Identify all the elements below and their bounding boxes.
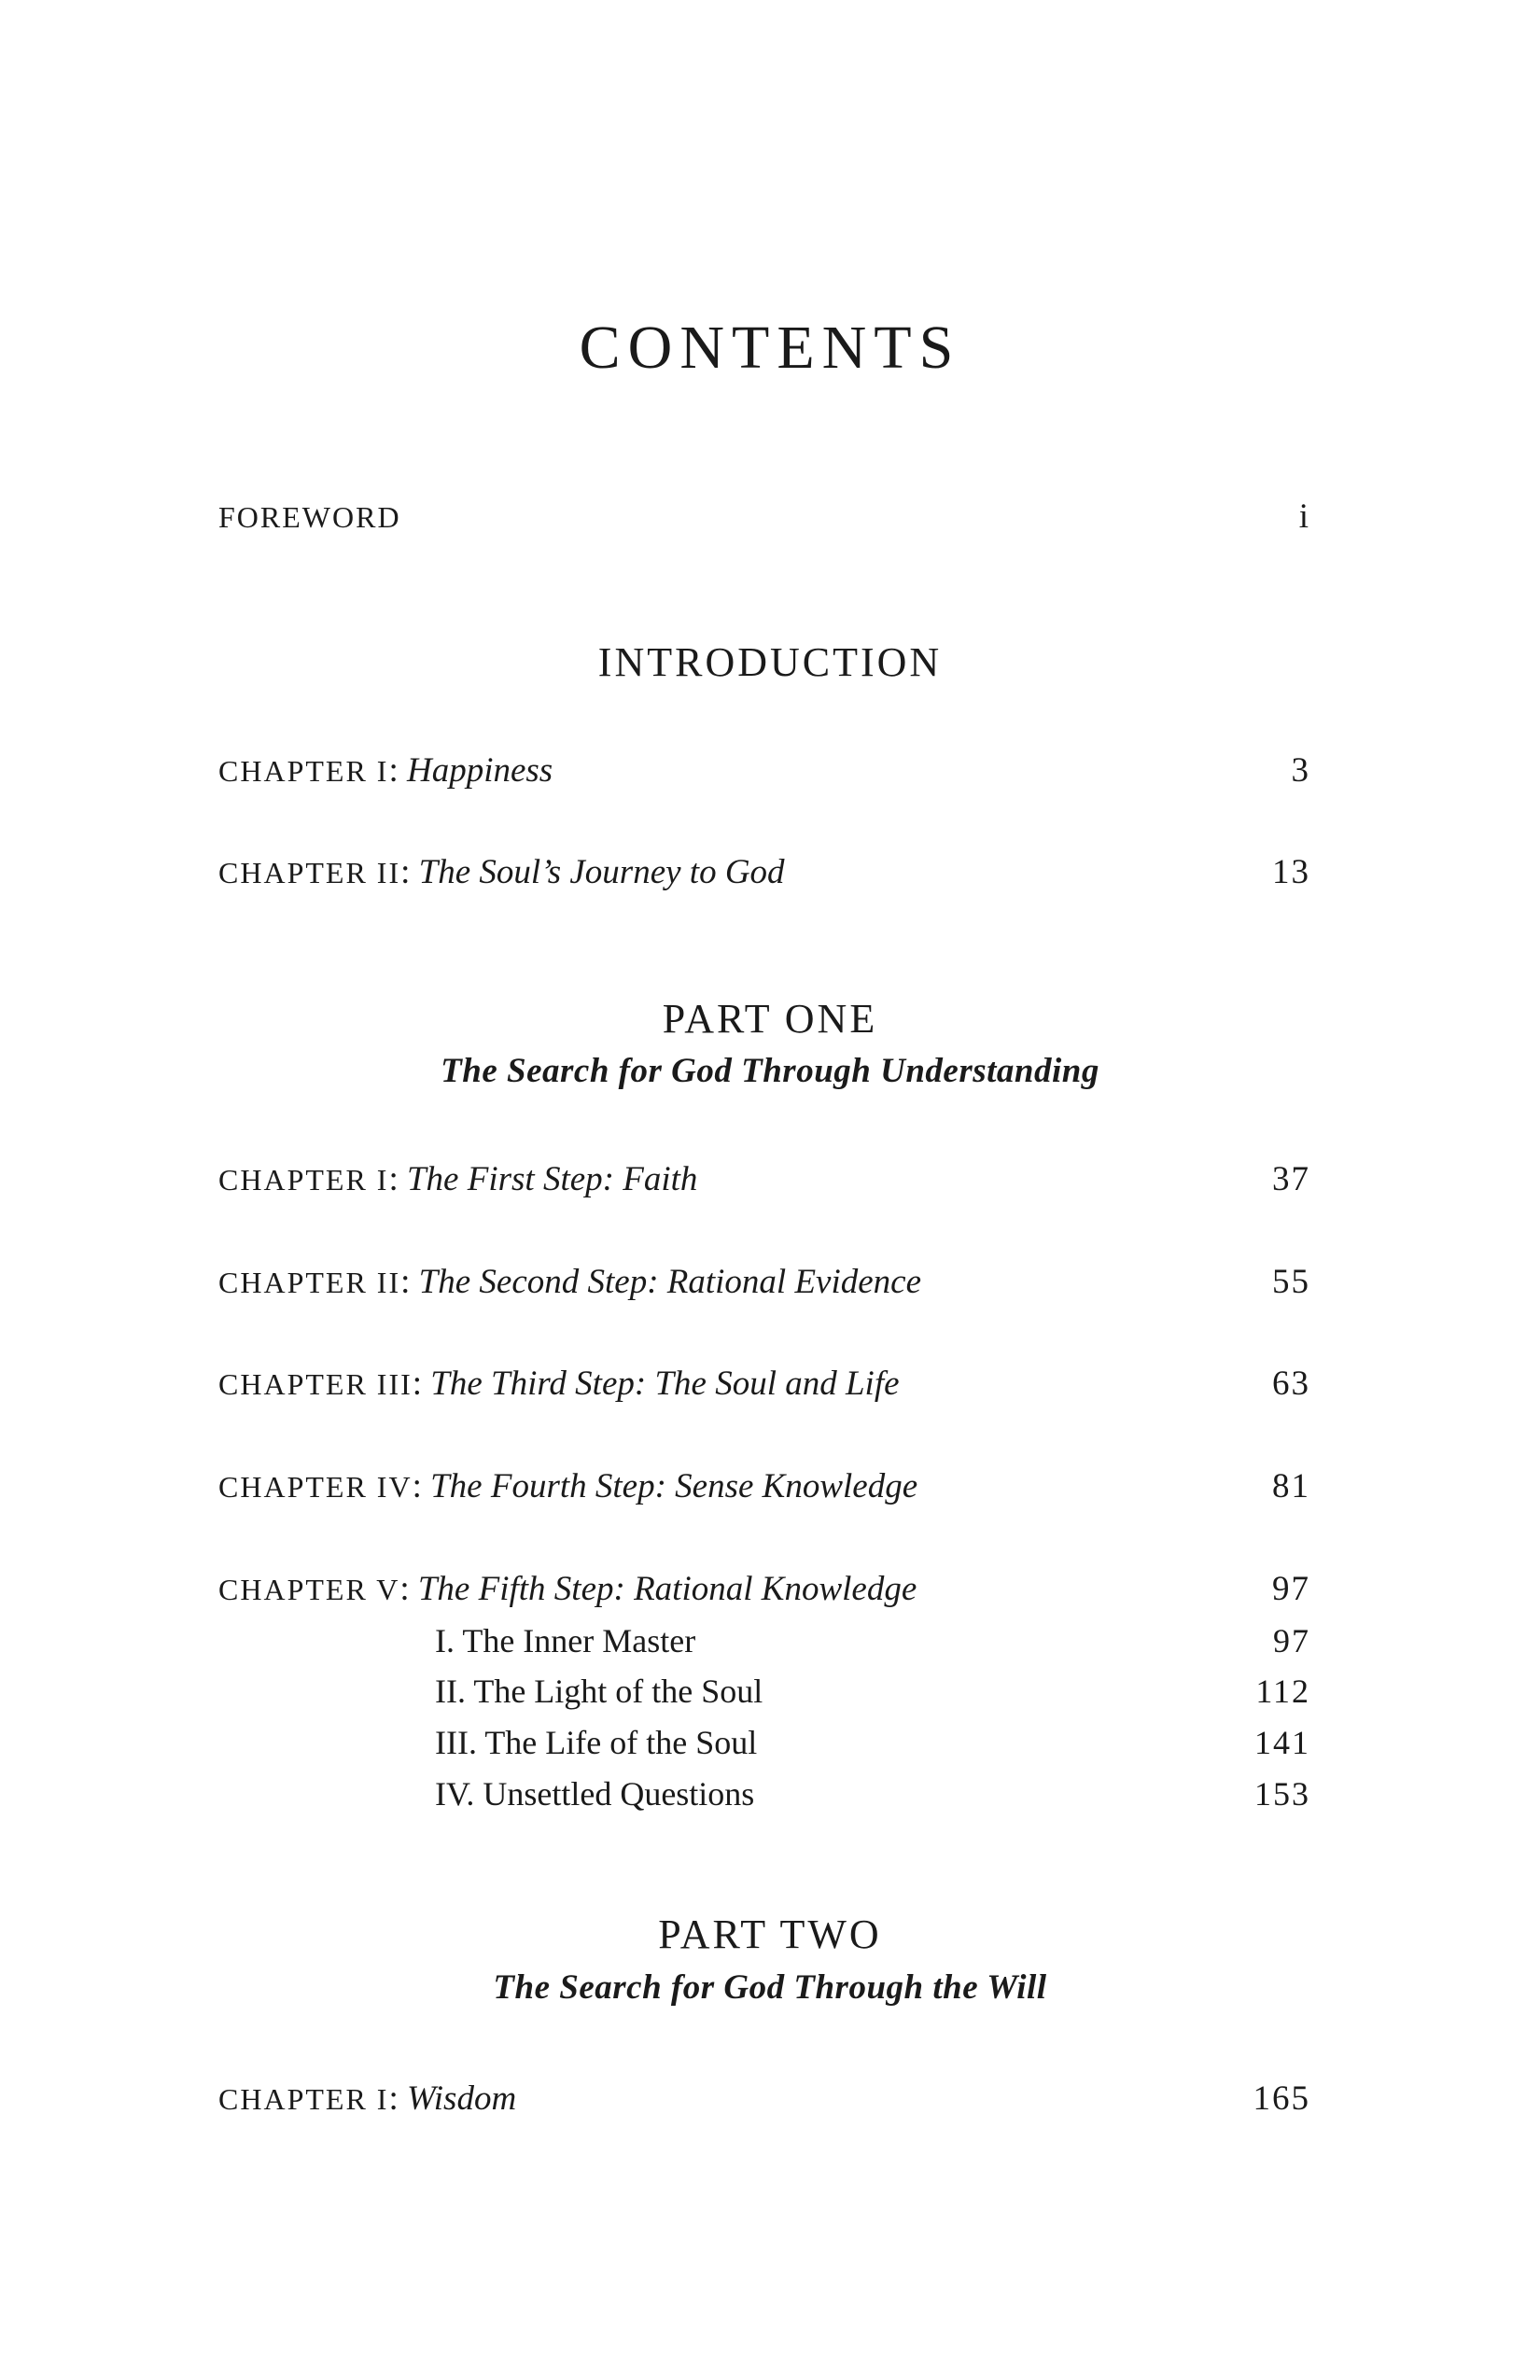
subentry-title: I. The Inner Master <box>435 1622 696 1659</box>
chapter-colon: : <box>388 2079 399 2118</box>
chapter-colon: : <box>412 1365 423 1403</box>
page-number: 55 <box>1272 1263 1310 1301</box>
toc-entry[interactable] <box>218 1153 1310 1199</box>
chapter-colon: : <box>400 1263 411 1301</box>
chapter-title: The Third Step: The Soul and Life <box>430 1365 900 1403</box>
chapter-label: CHAPTER V <box>218 1573 400 1606</box>
page-title: CONTENTS <box>579 314 961 382</box>
chapter-title: The First Step: Faith <box>406 1160 698 1198</box>
page-number: 141 <box>1254 1724 1310 1761</box>
chapter-label: CHAPTER I <box>218 754 389 788</box>
chapter-label: CHAPTER II <box>218 1266 401 1299</box>
chapter-colon: : <box>388 1160 399 1198</box>
subentry-title: IV. Unsettled Questions <box>435 1775 755 1813</box>
subentry-title: II. The Light of the Soul <box>435 1673 763 1710</box>
page-number: 97 <box>1273 1622 1310 1659</box>
chapter-colon: : <box>388 751 399 790</box>
subentry-title: III. The Life of the Soul <box>435 1724 758 1761</box>
toc-entry[interactable] <box>218 1255 1310 1302</box>
toc-subentry[interactable] <box>435 1767 1310 1813</box>
section-heading-part-two: PART TWO <box>658 1911 882 1957</box>
section-heading-part-one: PART ONE <box>662 996 878 1042</box>
entry-label: FOREWORD <box>218 500 401 534</box>
toc-subentry[interactable] <box>435 1664 1310 1711</box>
chapter-colon: : <box>412 1467 422 1505</box>
chapter-title: Happiness <box>406 751 553 790</box>
page-number: 63 <box>1272 1365 1310 1403</box>
chapter-label: CHAPTER I <box>218 1163 389 1197</box>
chapter-label: CHAPTER I <box>218 2082 389 2116</box>
page-number: 112 <box>1255 1673 1310 1710</box>
page-number: 97 <box>1272 1570 1310 1608</box>
chapter-colon: : <box>400 853 411 891</box>
chapter-title: The Soul’s Journey to God <box>418 853 785 891</box>
chapter-label: CHAPTER IV <box>218 1470 413 1504</box>
page-number: 165 <box>1253 2079 1310 2118</box>
toc-subentry[interactable] <box>435 1614 1310 1660</box>
section-heading-introduction: INTRODUCTION <box>597 639 943 685</box>
toc-entry-foreword[interactable] <box>218 490 1310 537</box>
chapter-title: The Fifth Step: Rational Knowledge <box>417 1570 917 1608</box>
chapter-title: The Fourth Step: Sense Knowledge <box>430 1467 918 1505</box>
chapter-label: CHAPTER III <box>218 1367 413 1401</box>
toc-subentry[interactable] <box>435 1715 1310 1762</box>
toc-entry[interactable] <box>218 744 1310 791</box>
page-number: 81 <box>1272 1467 1310 1505</box>
page-number: i <box>1298 497 1310 536</box>
toc-entry[interactable] <box>218 2072 1310 2119</box>
section-subtitle-part-two: The Search for God Through the Will <box>493 1968 1047 2007</box>
chapter-label: CHAPTER II <box>218 856 401 889</box>
toc-entry[interactable] <box>218 846 1310 892</box>
page-number: 37 <box>1272 1160 1310 1198</box>
chapter-colon: : <box>399 1570 410 1608</box>
page-number: 3 <box>1291 751 1310 790</box>
chapter-title: Wisdom <box>406 2079 517 2118</box>
page-number: 13 <box>1272 853 1310 891</box>
toc-entry[interactable] <box>218 1357 1310 1404</box>
toc-entry[interactable] <box>218 1460 1310 1506</box>
page-number: 153 <box>1254 1775 1310 1813</box>
section-subtitle-part-one: The Search for God Through Understanding <box>441 1052 1099 1090</box>
toc-entry[interactable] <box>218 1562 1310 1609</box>
chapter-title: The Second Step: Rational Evidence <box>418 1263 922 1301</box>
